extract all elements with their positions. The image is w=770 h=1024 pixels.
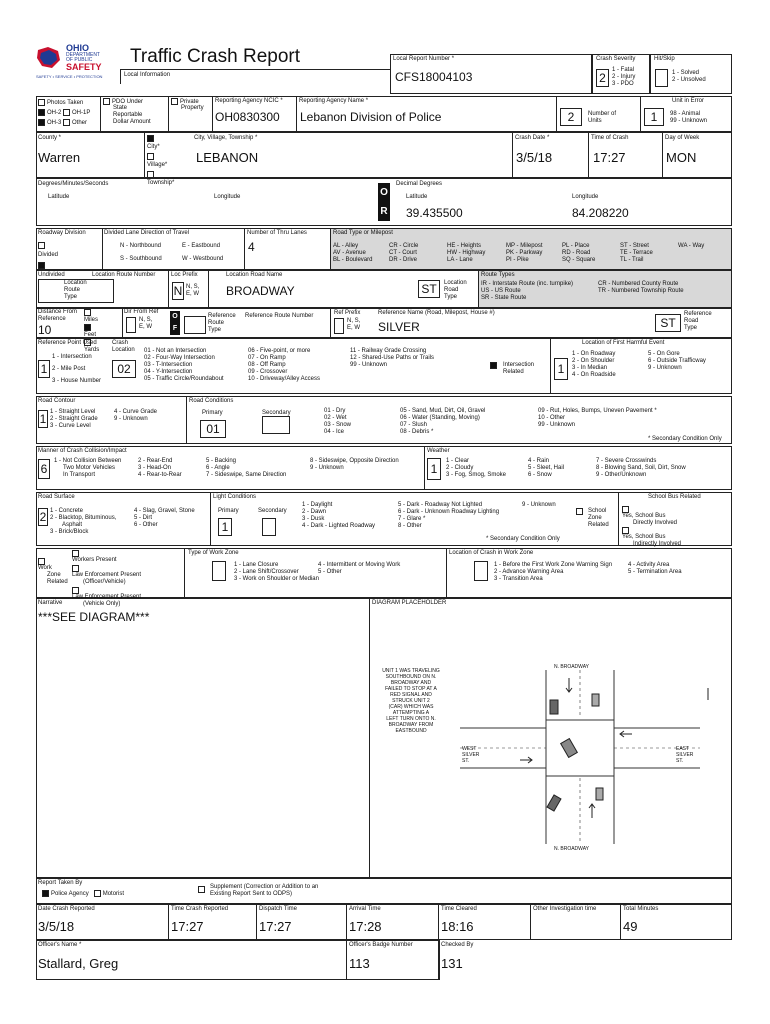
- decimal-degrees-label: Decimal Degrees: [396, 181, 443, 187]
- supplement-checkbox[interactable]: [198, 886, 207, 894]
- weather-col1: 1 - Clear 2 - Cloudy 3 - Fog, Smog, Smoke: [446, 458, 507, 478]
- org-name: OHIO: [66, 43, 90, 53]
- road-type-col: HE - Heights HW - Highway LA - Lane: [447, 243, 486, 263]
- surface-col2: 4 - Slag, Gravel, Stone 5 - Dirt 6 - Other: [134, 508, 195, 528]
- first-harmful-col2: 5 - On Gore 6 - Outside Trafficway 9 - Unknown: [648, 351, 706, 371]
- location-route-type-label: Location Route Type: [64, 280, 87, 300]
- ref-prefix-box: [334, 318, 344, 334]
- decimal-longitude-label: Longitude: [572, 194, 599, 200]
- school-bus-label: School Bus Related: [648, 494, 701, 500]
- roadway-division-label: Roadway Division: [38, 230, 86, 236]
- road-conditions-primary-value: 01: [200, 420, 226, 438]
- distance-label: Distance From Reference: [38, 309, 78, 322]
- dir-from-ref-options: N, S, E, W: [139, 317, 153, 330]
- hit-skip-value: [655, 69, 668, 87]
- loc-prefix-label: Loc Prefix: [171, 272, 198, 278]
- other-investigation-label: Other Investigation time: [533, 906, 597, 912]
- ncic-value: OH0830300: [215, 110, 280, 124]
- time-reported-label: Time Crash Reported: [171, 906, 229, 912]
- road-surface-label: Road Surface: [38, 494, 75, 500]
- location-route-number-label: Location Route Number: [92, 272, 156, 278]
- agency-name-label: Reporting Agency Name *: [299, 98, 369, 104]
- diagram-label: DIAGRAM PLACEHOLDER: [372, 600, 447, 606]
- division-options[interactable]: Divided Undivided: [38, 242, 65, 282]
- light-col2: 5 - Dark - Roadway Not Lighted 6 - Dark - Unknown Roadway Lighting 7 - Glare * 8 - Other: [398, 502, 500, 529]
- city-label: City, Village, Township *: [194, 135, 258, 141]
- road-type-col: CR - Circle CT - Court DR - Drive: [389, 243, 419, 263]
- total-minutes-label: Total Minutes: [623, 906, 659, 912]
- units-value: 2: [560, 108, 582, 126]
- badge-number-label: Officer's Badge Number: [349, 942, 413, 948]
- road-type-col: AL - Alley AV - Avenue BL - Boulevard: [333, 243, 373, 263]
- photos-option-oh3[interactable]: OH-3 Other: [38, 119, 87, 127]
- manner-of-collision-value: 6: [38, 459, 50, 479]
- private-property-label: Property: [181, 105, 204, 111]
- road-type-label: Road Type or Milepost: [333, 230, 393, 236]
- checked-by-value: 131: [441, 956, 463, 971]
- manner-col2: 2 - Rear-End 3 - Head-On 4 - Rear-to-Rear: [138, 458, 182, 478]
- ref-prefix-label: Ref Prefix: [334, 310, 361, 316]
- badge-number-value: 113: [349, 956, 370, 971]
- county-value: Warren: [38, 150, 81, 165]
- street-label-south: N. BROADWAY: [554, 846, 590, 852]
- manner-col4: 8 - Sideswipe, Opposite Direction 9 - Unknown: [310, 458, 399, 471]
- total-minutes-value: 49: [623, 919, 638, 934]
- local-report-number-label: Local Report Number *: [393, 56, 455, 62]
- loc-prefix-value: N: [173, 284, 183, 298]
- prefix-options: N, S, E, W: [186, 284, 200, 297]
- route-types-col1: IR - Interstate Route (inc. turnpike) US - US Route SR - State Route: [481, 281, 574, 301]
- light-col3: 9 - Unknown: [522, 502, 556, 508]
- road-surface-value: 2: [39, 510, 47, 524]
- surface-col1: 1 - Concrete 2 - Blacktop, Bituminous, Asphalt 3 - Brick/Block: [50, 508, 117, 535]
- contour-col1: 1 - Straight Level 2 - Straight Grade 3 - Curve Level: [50, 409, 98, 429]
- weather-col3: 7 - Severe Crosswinds 8 - Blowing Sand, Soil, Dirt, Snow 9 - Other/Unknown: [596, 458, 686, 478]
- date-reported-value: 3/5/18: [38, 919, 75, 934]
- reference-name-value: SILVER: [378, 320, 420, 334]
- day-of-week-value: MON: [666, 150, 697, 165]
- pdo-label: State Reportable Dollar Amount: [113, 105, 151, 125]
- intersection-related-label: Intersection Related: [503, 362, 535, 375]
- narrative-label: Narrative: [38, 600, 63, 606]
- weather-col2: 4 - Rain 5 - Sleet, Hail 6 - Snow: [528, 458, 565, 478]
- time-reported-value: 17:27: [171, 919, 204, 934]
- route-types-col2: CR - Numbered County Route TR - Numbered Township Route: [598, 281, 684, 294]
- secondary-condition-note: * Secondary Condition Only: [648, 436, 722, 442]
- crash-severity-value: 2: [596, 69, 609, 87]
- checked-by-label: Checked By: [441, 942, 474, 948]
- page-title: Traffic Crash Report: [130, 46, 300, 67]
- light-col1: 1 - Daylight 2 - Dawn 3 - Dusk 4 - Dark - Lighted Roadway: [302, 502, 376, 529]
- dir-from-ref-label: Dir From Ref: [124, 309, 159, 315]
- road-conditions-primary-label: Primary: [202, 410, 223, 416]
- dispatch-time-value: 17:27: [259, 919, 292, 934]
- unit-in-error-value: 1: [644, 108, 664, 126]
- direction-option: N - Northbound: [120, 243, 162, 249]
- ref-prefix-options: N, S, E, W: [347, 318, 361, 331]
- work-zone-type-col1: 1 - Lane Closure 2 - Lane Shift/Crossover 3 - Work on Shoulder or Median: [234, 562, 319, 582]
- conditions-col3: 09 - Rut, Holes, Bumps, Uneven Pavement * 10 - Other 99 - Unknown: [538, 408, 657, 428]
- dms-longitude-label: Longitude: [214, 194, 241, 200]
- street-label-east: EAST SILVER ST.: [676, 746, 694, 764]
- road-type-col: MP - Milepost PK - Parkway PI - Pike: [506, 243, 543, 263]
- location-road-type-label: Location Road Type: [444, 280, 467, 300]
- of-marker: O F: [170, 311, 180, 335]
- time-cleared-label: Time Cleared: [441, 906, 477, 912]
- weather-label: Weather: [427, 448, 450, 454]
- private-property-checkbox[interactable]: Private: [171, 98, 199, 106]
- local-report-number: CFS18004103: [395, 70, 473, 84]
- reference-point-label: Reference Point Used: [38, 340, 97, 346]
- reference-route-number-label: Reference Route Number: [245, 313, 314, 319]
- org-line: SAFETY: [66, 62, 102, 72]
- divided-lane-label: Divided Lane Direction of Travel: [104, 230, 190, 236]
- city-value: LEBANON: [196, 150, 259, 165]
- school-bus-options[interactable]: Yes, School Bus Directly Involved Yes, School Bus Indirectly Involved: [622, 506, 681, 548]
- ohio-dps-logo: [36, 44, 116, 80]
- direction-option: S - Southbound: [120, 256, 162, 262]
- work-zone-related[interactable]: Work Zone Related: [38, 558, 68, 586]
- or-marker: O R: [378, 183, 390, 221]
- light-primary-value: 1: [218, 518, 232, 536]
- manner-col1: 1 - Not Collision Between Two Motor Vehicles In Transport: [54, 458, 122, 478]
- longitude-value: 84.208220: [572, 206, 629, 220]
- thru-lanes-value: 4: [248, 240, 255, 254]
- county-label: County *: [38, 135, 62, 141]
- first-harmful-col1: 1 - On Roadway 2 - On Shoulder 3 - In Median 4 - On Roadside: [572, 351, 616, 378]
- hit-skip-label: Hit/Skip: [654, 56, 675, 62]
- work-zone-location-value: [474, 561, 488, 581]
- local-information-label: Local Information: [124, 72, 171, 78]
- unit-in-error-options: 98 - Animal 99 - Unknown: [670, 111, 708, 124]
- location-road-name-value: BROADWAY: [226, 284, 295, 298]
- narrative-text: ***SEE DIAGRAM***: [38, 610, 150, 624]
- first-harmful-label: Location of First Harmful Event: [582, 340, 665, 346]
- org-line: DEPARTMENT: [66, 52, 100, 58]
- work-zone-type-col2: 4 - Intermittent or Moving Work 5 - Other: [318, 562, 401, 575]
- reference-point-value: 1: [38, 360, 50, 378]
- manner-of-collision-label: Manner of Crash Collision/Impact: [38, 448, 127, 454]
- date-reported-label: Date Crash Reported: [38, 906, 95, 912]
- reference-route-type-box: [184, 316, 206, 334]
- road-contour-value: 1: [39, 412, 47, 426]
- conditions-col2: 05 - Sand, Mud, Dirt, Oil, Gravel 06 - Water (Standing, Moving) 07 - Slush 08 - Debris *: [400, 408, 486, 435]
- decimal-latitude-label: Latitude: [406, 194, 428, 200]
- photos-option-oh2[interactable]: OH-2 OH-1P: [38, 109, 90, 117]
- light-secondary-label: Secondary: [258, 508, 287, 514]
- hit-skip-options: 1 - Solved 2 - Unsolved: [672, 70, 706, 83]
- road-conditions-secondary-label: Secondary: [262, 410, 291, 416]
- agency-name-value: Lebanon Division of Police: [300, 110, 442, 124]
- diagram-description: UNIT 1 WAS TRAVELING SOUTHBOUND ON N. BROADWAY AND FAILED TO STOP AT A RED SIGNAL AND STRUCK UNIT 2 (CAR) WHICH WAS ATTEMPTING A LEFT TURN ONTO N. BROADWAY FROM EASTBOUND: [382, 668, 440, 734]
- work-zone-type-value: [212, 561, 226, 581]
- reference-name-label: Reference Name (Road, Milepost, House #): [378, 310, 495, 316]
- time-cleared-value: 18:16: [441, 919, 474, 934]
- workers-present-options[interactable]: Workers Present Law Enforcement Present (Officer/Vehicle) Law Enforcement Present (Vehicle Only): [72, 550, 141, 609]
- distance-value: 10: [38, 323, 52, 337]
- org-tagline: SAFETY • SERVICE • PROTECTION: [36, 74, 103, 79]
- intersection-related-checkbox[interactable]: [490, 362, 499, 370]
- light-conditions-label: Light Conditions: [213, 494, 257, 500]
- road-contour-label: Road Contour: [38, 398, 76, 404]
- officer-name-label: Officer's Name *: [38, 942, 82, 948]
- crash-location-label: Crash Location: [112, 340, 135, 353]
- crash-location-col1: 01 - Not an Intersection 02 - Four-Way Intersection 03 - T-Intersection 04 - Y-Intersection 05 - Traffic Circle/Roundabout: [144, 348, 224, 382]
- dms-label: Degrees/Minutes/Seconds: [38, 181, 109, 187]
- street-label-north: N. BROADWAY: [554, 664, 590, 670]
- city-type-options[interactable]: City* Village* Township*: [147, 135, 174, 189]
- officer-name-value: Stallard, Greg: [38, 956, 119, 971]
- arrival-time-value: 17:28: [349, 919, 382, 934]
- school-zone-checkbox[interactable]: [576, 508, 585, 516]
- ncic-label: Reporting Agency NCIC *: [215, 98, 283, 104]
- work-zone-location-label: Location of Crash in Work Zone: [449, 550, 534, 556]
- arrival-time-label: Arrival Time: [349, 906, 381, 912]
- weather-value: 1: [427, 458, 441, 480]
- photos-taken-label: Photos Taken: [38, 99, 83, 107]
- work-zone-type-label: Type of Work Zone: [188, 550, 239, 556]
- contour-col2: 4 - Curve Grade 9 - Unknown: [114, 409, 158, 422]
- reference-route-type-label: Reference Route Type: [208, 313, 236, 333]
- time-of-crash-label: Time of Crash: [591, 135, 629, 141]
- direction-option: E - Eastbound: [182, 243, 221, 249]
- road-conditions-secondary-value: [262, 416, 290, 434]
- location-road-name-label: Location Road Name: [226, 272, 283, 278]
- unit-in-error-label: Unit in Error: [672, 98, 705, 104]
- report-taken-by-options[interactable]: Police Agency Motorist: [42, 890, 124, 898]
- direction-option: W - Westbound: [182, 256, 224, 262]
- road-conditions-label: Road Conditions: [189, 398, 234, 404]
- pdo-checkbox[interactable]: PDO Under: [103, 98, 143, 106]
- route-types-label: Route Types: [481, 272, 515, 278]
- crash-date-label: Crash Date *: [515, 135, 550, 141]
- light-secondary-note: * Secondary Condition Only: [486, 536, 560, 542]
- thru-lanes-label: Number of Thru Lanes: [247, 230, 307, 236]
- work-zone-location-col2: 4 - Activity Area 5 - Termination Area: [628, 562, 682, 575]
- dispatch-time-label: Dispatch Time: [259, 906, 298, 912]
- reference-road-type-label: Reference Road Type: [684, 311, 712, 331]
- road-type-col: ST - Street TE - Terrace TL - Trail: [620, 243, 653, 263]
- road-type-col: PL - Place RD - Road SQ - Square: [562, 243, 596, 263]
- crash-location-value: 02: [112, 360, 136, 378]
- dms-latitude-label: Latitude: [48, 194, 70, 200]
- org-line: OF PUBLIC: [66, 57, 93, 63]
- crash-date-value: 3/5/18: [516, 150, 553, 165]
- light-primary-label: Primary: [218, 508, 239, 514]
- crash-severity-label: Crash Severity: [596, 56, 636, 62]
- manner-col3: 5 - Backing 6 - Angle 7 - Sideswipe, Same Direction: [206, 458, 287, 478]
- dir-from-ref-value: [126, 317, 136, 333]
- light-secondary-value: [262, 518, 276, 536]
- reference-road-type-value: ST: [655, 314, 681, 332]
- reference-point-options: 1 - Intersection 2 - Mile Post 3 - House Number: [52, 354, 102, 384]
- work-zone-location-col1: 1 - Before the First Work Zone Warning Sign 2 - Advance Warning Area 3 - Transition Area: [494, 562, 613, 582]
- location-road-type-value: ST: [418, 280, 440, 298]
- crash-location-col2: 06 - Five-point, or more 07 - On Ramp 08 - Off Ramp 09 - Crossover 10 - Driveway/Alley Access: [248, 348, 321, 382]
- first-harmful-value: 1: [554, 358, 568, 380]
- crash-diagram: [370, 608, 732, 878]
- road-type-col: WA - Way: [678, 243, 705, 249]
- day-of-week-label: Day of Week: [665, 135, 700, 141]
- crash-location-col3: 11 - Railway Grade Crossing 12 - Shared-Use Paths or Trails 99 - Unknown: [350, 348, 435, 368]
- distance-units[interactable]: Miles Feet Yards: [84, 309, 99, 354]
- street-label-west: WEST SILVER ST.: [462, 746, 480, 764]
- units-label: Number of Units: [588, 111, 617, 124]
- conditions-col1: 01 - Dry 02 - Wet 03 - Snow 04 - Ice: [324, 408, 352, 435]
- report-taken-by-label: Report Taken By: [38, 880, 83, 886]
- latitude-value: 39.435500: [406, 206, 463, 220]
- supplement-label: Supplement (Correction or Addition to an Existing Report Sent to ODPS): [210, 884, 319, 897]
- crash-severity-options: 1 - Fatal 2 - Injury 3 - PDO: [612, 67, 636, 87]
- school-zone-label: School Zone Related: [588, 508, 609, 528]
- time-of-crash-value: 17:27: [593, 150, 626, 165]
